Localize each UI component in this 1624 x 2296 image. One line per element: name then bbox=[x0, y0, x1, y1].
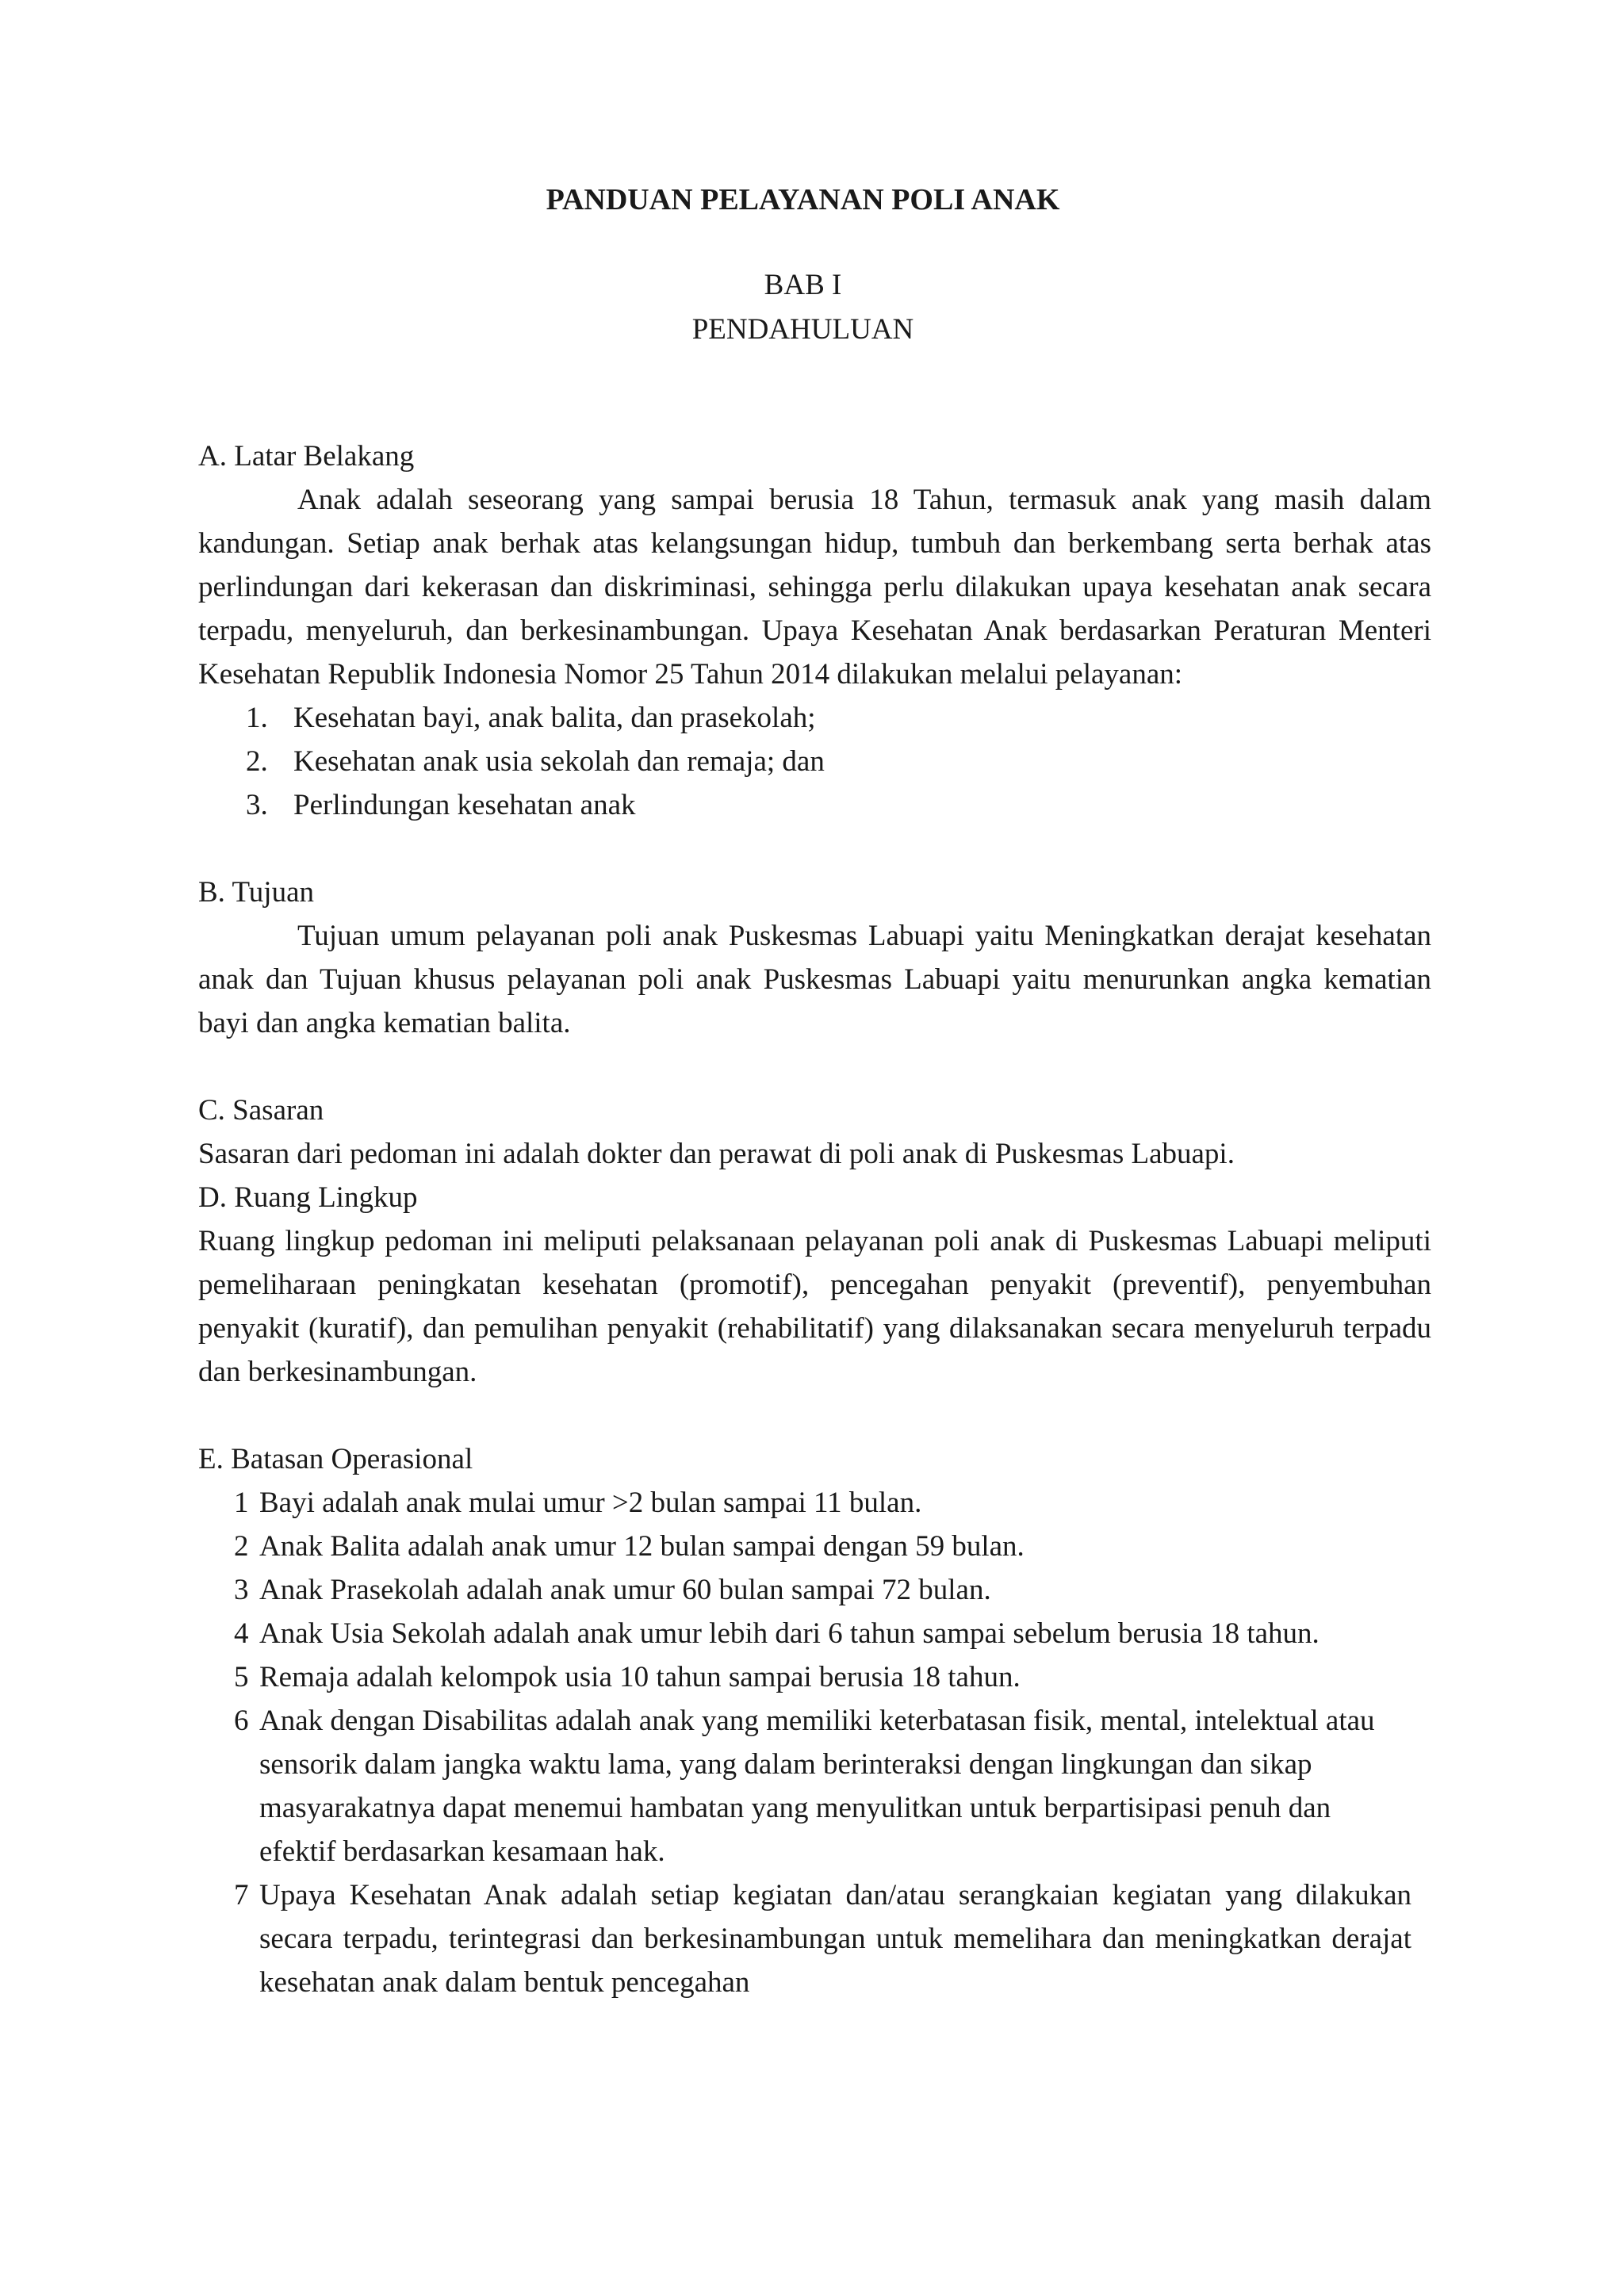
section-latar-belakang bbox=[198, 434, 1431, 827]
list-item bbox=[198, 740, 1431, 783]
list-text: Upaya Kesehatan Anak adalah setiap kegiatan dan/atau serangkaian kegiatan yang dilakukan secara terpadu, terintegrasi dan berkesinambungan untuk memelihara dan meningkatkan derajat kesehatan anak dalam bentuk pencegahan bbox=[259, 1879, 1411, 1999]
list-number: 5 bbox=[234, 1661, 249, 1693]
section-ruang-lingkup bbox=[198, 1176, 1431, 1394]
section-heading: A. Latar Belakang bbox=[198, 440, 415, 473]
list-text: Anak Usia Sekolah adalah anak umur lebih dari 6 tahun sampai sebelum berusia 18 tahun. bbox=[259, 1617, 1320, 1650]
list-text: Kesehatan bayi, anak balita, dan prasekolah; bbox=[293, 702, 816, 734]
section-paragraph: Tujuan umum pelayanan poli anak Puskesmas Labuapi yaitu Meningkatkan derajat kesehatan anak dan Tujuan khusus pelayanan poli anak Puskesmas Labuapi yaitu menurunkan angka kematian bayi dan angka kematian balita. bbox=[198, 920, 1431, 1039]
section-paragraph: Sasaran dari pedoman ini adalah dokter dan perawat di poli anak di Puskesmas Labuapi. bbox=[198, 1138, 1235, 1170]
page-content bbox=[198, 178, 1431, 2004]
list-text: Remaja adalah kelompok usia 10 tahun sampai berusia 18 tahun. bbox=[259, 1661, 1021, 1693]
list-number: 1 bbox=[234, 1487, 249, 1519]
definition-list bbox=[198, 1481, 1431, 2004]
section-paragraph: Anak adalah seseorang yang sampai berusia 18 Tahun, termasuk anak yang masih dalam kandungan. Setiap anak berhak atas kelangsungan hidup, tumbuh dan berkembang serta berhak atas perlindungan dari kekerasan dan diskriminasi, sehingga perlu dilakukan upaya kesehatan anak secara terpadu, menyeluruh, dan berkesinambungan. Upaya Kesehatan Anak berdasarkan Peraturan Menteri Kesehatan Republik Indonesia Nomor 25 Tahun 2014 dilakukan melalui pelayanan: bbox=[198, 484, 1431, 691]
section-heading: E. Batasan Operasional bbox=[198, 1443, 473, 1475]
list-text: Anak Prasekolah adalah anak umur 60 bulan sampai 72 bulan. bbox=[259, 1574, 991, 1606]
list-number: 1. bbox=[246, 702, 268, 734]
list-number: 6 bbox=[234, 1705, 249, 1737]
list-text: Anak Balita adalah anak umur 12 bulan sampai dengan 59 bulan. bbox=[259, 1530, 1025, 1563]
list-item bbox=[198, 1873, 1431, 2004]
chapter-number: BAB I bbox=[764, 269, 842, 301]
list-item bbox=[198, 783, 1431, 827]
document-title: PANDUAN PELAYANAN POLI ANAK bbox=[546, 183, 1060, 216]
list-number: 3. bbox=[246, 789, 268, 821]
chapter-title: PENDAHULUAN bbox=[691, 313, 914, 346]
list-item bbox=[198, 1481, 1431, 1525]
list-number: 4 bbox=[234, 1617, 249, 1650]
list-item bbox=[198, 1655, 1431, 1699]
list-number: 7 bbox=[234, 1879, 249, 1911]
section-heading: D. Ruang Lingkup bbox=[198, 1181, 418, 1214]
list-item bbox=[198, 1525, 1431, 1568]
list-number: 2. bbox=[246, 745, 268, 778]
list-item bbox=[198, 1568, 1431, 1612]
section-paragraph: Ruang lingkup pedoman ini meliputi pelaksanaan pelayanan poli anak di Puskesmas Labuapi meliputi pemeliharaan peningkatan kesehatan (promotif), pencegahan penyakit (preventif), penyembuhan penyakit (kuratif), dan pemulihan penyakit (rehabilitatif) yang dilaksanakan secara menyeluruh terpadu dan berkesinambungan. bbox=[198, 1225, 1431, 1388]
section-sasaran bbox=[198, 1089, 1431, 1176]
section-batasan-operasional bbox=[198, 1437, 1431, 2004]
list-text: Kesehatan anak usia sekolah dan remaja; dan bbox=[293, 745, 825, 778]
list-item bbox=[198, 1699, 1431, 1873]
list-text: Perlindungan kesehatan anak bbox=[293, 789, 636, 821]
numbered-list bbox=[198, 696, 1431, 827]
chapter-header bbox=[174, 263, 1431, 352]
list-number: 3 bbox=[234, 1574, 249, 1606]
list-text: Bayi adalah anak mulai umur >2 bulan sampai 11 bulan. bbox=[259, 1487, 922, 1519]
list-item bbox=[198, 1612, 1431, 1655]
section-heading: B. Tujuan bbox=[198, 876, 315, 909]
section-tujuan bbox=[198, 871, 1431, 1045]
section-heading: C. Sasaran bbox=[198, 1094, 324, 1127]
list-text: Anak dengan Disabilitas adalah anak yang memiliki keterbatasan fisik, mental, intelektual atau sensorik dalam jangka waktu lama, yang dalam berinteraksi dengan lingkungan dan sikap masyarakatnya dapat menemui hambatan yang menyulitkan untuk berpartisipasi penuh dan efektif berdasarkan kesamaan hak. bbox=[259, 1705, 1375, 1868]
list-number: 2 bbox=[234, 1530, 249, 1563]
list-item bbox=[198, 696, 1431, 740]
